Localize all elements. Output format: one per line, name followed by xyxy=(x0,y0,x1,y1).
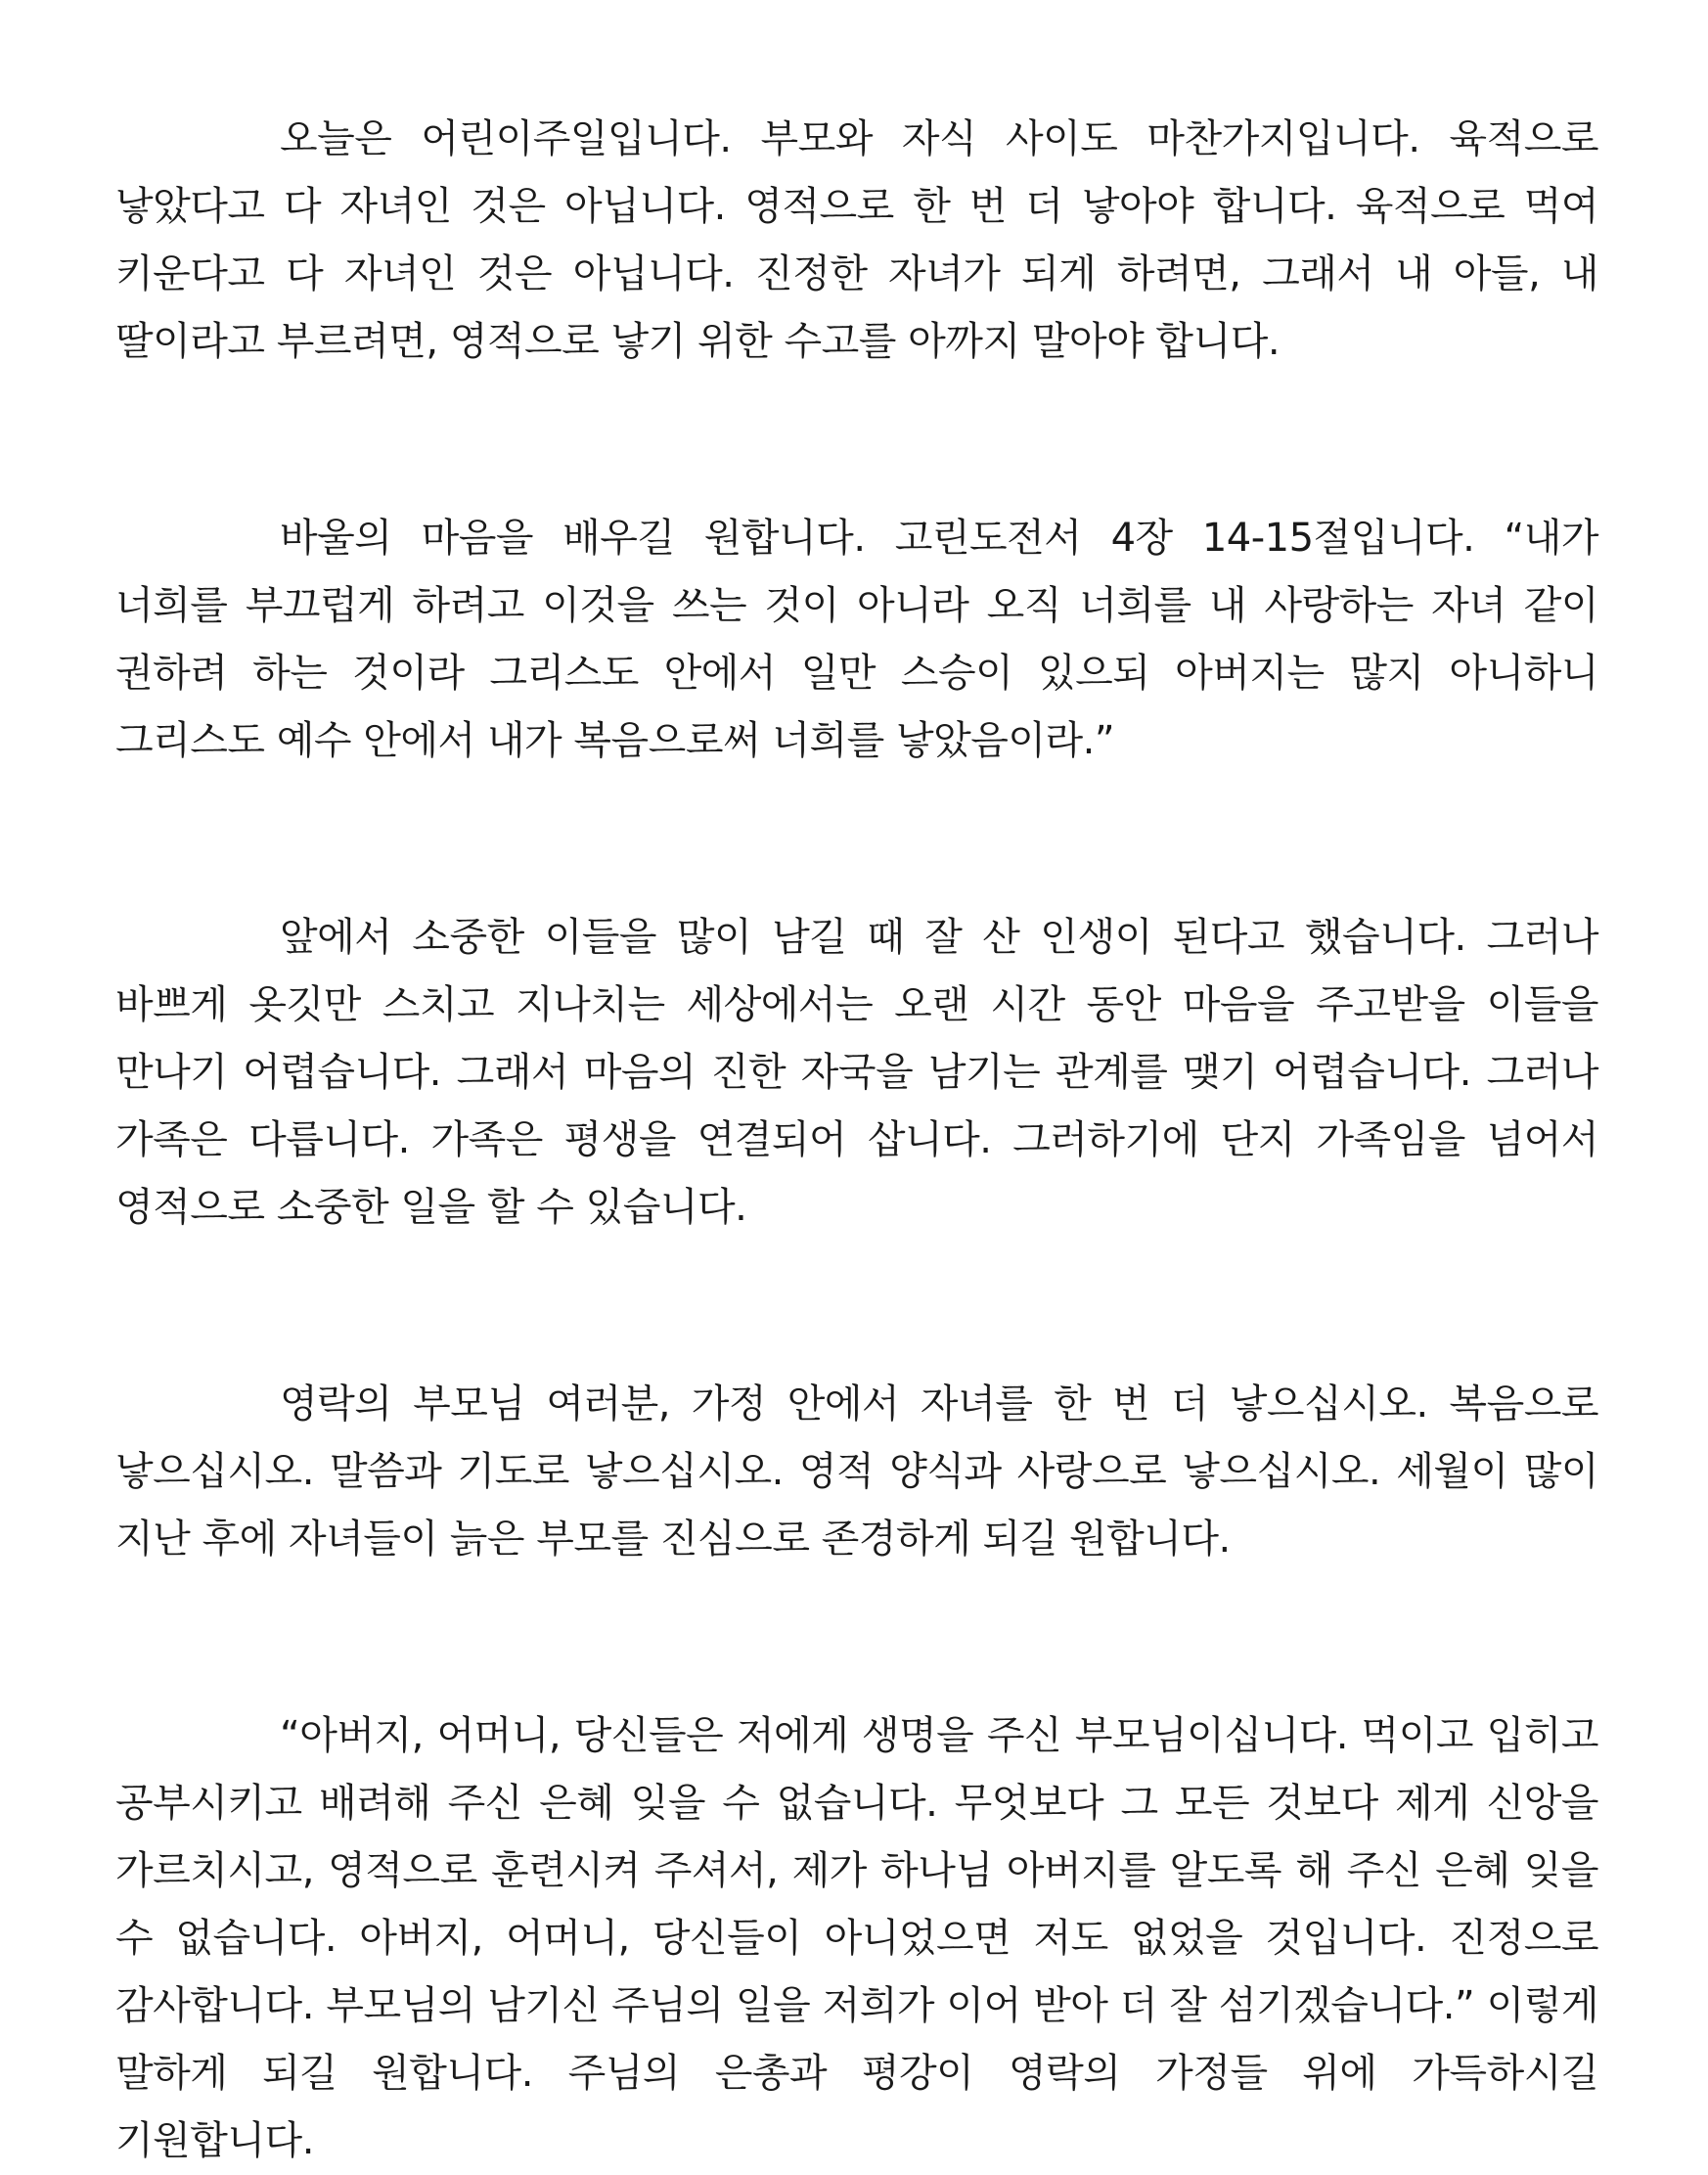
document-page xyxy=(115,106,1598,2175)
paragraph-5: “아버지, 어머니, 당신들은 저에게 생명을 주신 부모님이십니다. 먹이고 입히고 공부시키고 배려해 주신 은혜 잊을 수 없습니다. 무엇보다 그 모든 것보다 제게 신앙을 가르치시고, 영적으로 훈련시켜 주셔서, 제가 하나님 아버지를 알도록 해 주신 은혜 잊을 수 없습니다. 아버지, 어머니, 당신들이 아니었으면 저도 없었을 것입니다. 진정으로 감사합니다. 부모님의 남기신 주님의 일을 저희가 이어 받아 더 잘 섬기겠습니다.” 이렇게 말하게 되길 원합니다. 주님의 은총과 평강이 영락의 가정들 위에 가득하시길 기원합니다. xyxy=(115,1713,1598,2163)
paragraph-3: 앞에서 소중한 이들을 많이 남길 때 잘 산 인생이 된다고 했습니다. 그러나 바쁘게 옷깃만 스치고 지나치는 세상에서는 오랜 시간 동안 마음을 주고받을 이들을 만나기 어렵습니다. 그래서 마음의 진한 자국을 남기는 관계를 맺기 어렵습니다. 그러나 가족은 다릅니다. 가족은 평생을 연결되어 삽니다. 그러하기에 단지 가족임을 넘어서 영적으로 소중한 일을 할 수 있습니다. xyxy=(115,915,1598,1230)
paragraph-2: 바울의 마음을 배우길 원합니다. 고린도전서 4장 14-15절입니다. “내가 너희를 부끄럽게 하려고 이것을 쓰는 것이 아니라 오직 너희를 내 사랑하는 자녀 같이 권하려 하는 것이라 그리스도 안에서 일만 스승이 있으되 아버지는 많지 아니하니 그리스도 예수 안에서 내가 복음으로써 너희를 낳았음이라.” xyxy=(115,516,1598,763)
paragraph-4: 영락의 부모님 여러분, 가정 안에서 자녀를 한 번 더 낳으십시오. 복음으로 낳으십시오. 말씀과 기도로 낳으십시오. 영적 양식과 사랑으로 낳으십시오. 세월이 많이 지난 후에 자녀들이 늙은 부모를 진심으로 존경하게 되길 원합니다. xyxy=(115,1382,1598,1562)
paragraph-1: 오늘은 어린이주일입니다. 부모와 자식 사이도 마찬가지입니다. 육적으로 낳았다고 다 자녀인 것은 아닙니다. 영적으로 한 번 더 낳아야 합니다. 육적으로 먹여 키운다고 다 자녀인 것은 아닙니다. 진정한 자녀가 되게 하려면, 그래서 내 아들, 내 딸이라고 부르려면, 영적으로 낳기 위한 수고를 아까지 말아야 합니다. xyxy=(115,116,1598,364)
